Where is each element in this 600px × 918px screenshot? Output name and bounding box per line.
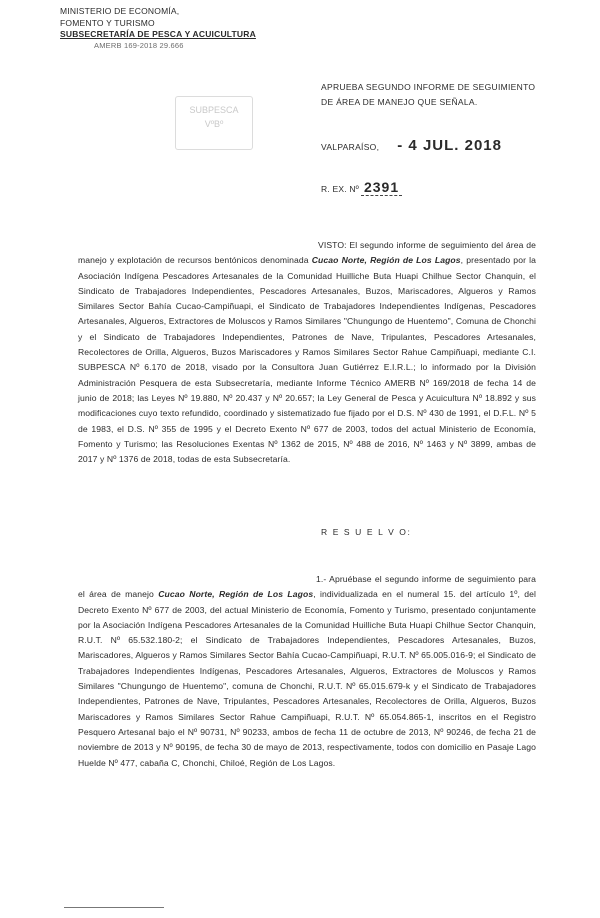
- visto-text-2: , presentado por la Asociación Indígena Pescadores Artesanales de la Comunidad Huilliche Buta Huapi Chilhue Sector Chanquin, el Sindicato de Trabajadores Independientes, Pescadores Artesanales, Buzos, Mariscadores, Algueros y Ramos Similares Sector Bahía Cucao-Campiñuapi, el Sindicato de Trabajadores Independientes Indígenas, Pescadores Artesanales, Algueros, Extractores de Moluscos y Ramos Similares "Chungungo de Huentemo", Comuna de Chonchi y el Sindicato de Trabajadores Independientes, Patrones de Nave, Tripulantes, Pescadores Artesanales, Recolectores de Orilla, Algueros, Buzos Mariscadores y Ramos Similares Sector Rahue Campiñuapi, mediante C.I. SUBPESCA Nº 6.170 de 2018, visado por la Consultora Juan Gutiérrez E.I.R.L.; lo informado por la División Administración Pesquera de esta Subsecretaría, mediante Informe Técnico AMERB Nº 169/2018 de fecha 14 de junio de 2018; las Leyes Nº 19.880, Nº 20.437 y Nº 20.657; la Ley General de Pesca y Acuicultura Nº 18.892 y sus modificaciones cuyo texto refundido, coordinado y sistematizado fue fijado por el D.S. Nº 430 de 1991, el D.F.L. Nº 5 de 1983, el D.S. Nº 355 de 1995 y el Decreto Exento Nº 677 de 2003, todos del actual Ministerio de Economía, Fomento y Turismo; las Resoluciones Exentas Nº 1362 de 2015, Nº 488 de 2016, Nº 1463 y Nº 3899, ambas de 2017 y Nº 1376 de 2018, todas de esta Subsecretaría.: [78, 255, 536, 465]
- article-1-text-1: 1.- Apruébase el segundo informe de seguimiento para el área de manejo: [78, 574, 536, 600]
- resolution-label: R. EX. Nº: [321, 184, 359, 194]
- date-value: - 4 JUL. 2018: [397, 137, 502, 154]
- ministry-line-2: FOMENTO Y TURISMO: [60, 17, 155, 28]
- article-1-paragraph: [78, 572, 536, 771]
- visto-text-1: El segundo informe de seguimiento del área de manejo y explotación de recursos bentónicos denominada: [78, 240, 536, 266]
- ministry-line-1: MINISTERIO DE ECONOMÍA,: [60, 6, 180, 16]
- resolution-number: 2391: [361, 179, 402, 196]
- document-subject: APRUEBA SEGUNDO INFORME DE SEGUIMIENTO DE ÁREA DE MANEJO QUE SEÑALA.: [321, 82, 536, 107]
- visto-label: VISTO:: [318, 240, 347, 250]
- date-line: [321, 137, 502, 154]
- date-place: VALPARAÍSO,: [321, 142, 380, 152]
- reference-code: AMERB 169-2018 29.666: [94, 40, 184, 50]
- ministry-header: [60, 6, 260, 51]
- subsecretaria-line: SUBSECRETARÍA DE PESCA Y ACUICULTURA: [60, 29, 256, 39]
- article-1-area-name: Cucao Norte, Región de Los Lagos: [158, 589, 314, 600]
- visto-area-name: Cucao Norte, Región de Los Lagos: [311, 255, 461, 266]
- stamp-line-2: VºBº: [204, 119, 224, 129]
- article-1-text-2: , individualizada en el numeral 15. del artículo 1º, del Decreto Exento Nº 677 de 2003, del actual Ministerio de Economía, Fomento y Turismo, presentado conjuntamente por la Asociación Indígena Pescadores Artesanales de la Comunidad Huilliche Buta Huapi Chilhue Sector Chanquin, R.U.T. Nº 65.532.180-2; el Sindicato de Trabajadores Independientes, Pescadores Artesanales, Buzos, Mariscadores, Algueros y Ramos Similares Sector Bahía Cucao-Campiñuapi, R.U.T. Nº 65.005.016-9; el Sindicato de Trabajadores Independientes Indígenas, Pescadores Artesanales, Algueros, Extractores de Moluscos y Ramos Similares "Chungungo de Huentemo", comuna de Chonchi, R.U.T. Nº 65.015.679-k y el Sindicato de Trabajadores Independientes, Patrones de Nave, Tripulantes, Pescadores Artesanales, Recolectores de Orilla, Algueros, Buzos Mariscadores y Ramos Similares Sector Rahue Campiñuapi, R.U.T. Nº 65.054.865-1, inscritos en el Registro Pesquero Artesanal bajo el Nº 90731, Nº 90233, ambos de fecha 11 de octubre de 2013, Nº 90246, de fecha 21 de noviembre de 2013 y Nº 90195, de fecha 30 de mayo de 2013, respectivamente, todos con domicilio en Pasaje Lago Huelde Nº 477, cabaña C, Chonchi, Chiloé, Región de Los Lagos.: [78, 589, 536, 768]
- footer-rule: [64, 907, 164, 908]
- resuelvo-heading: R E S U E L V O:: [321, 527, 412, 537]
- visto-paragraph: [78, 238, 536, 467]
- stamp-line-1: SUBPESCA: [189, 105, 239, 115]
- approval-stamp: [175, 96, 253, 150]
- resolution-number-line: [321, 179, 402, 195]
